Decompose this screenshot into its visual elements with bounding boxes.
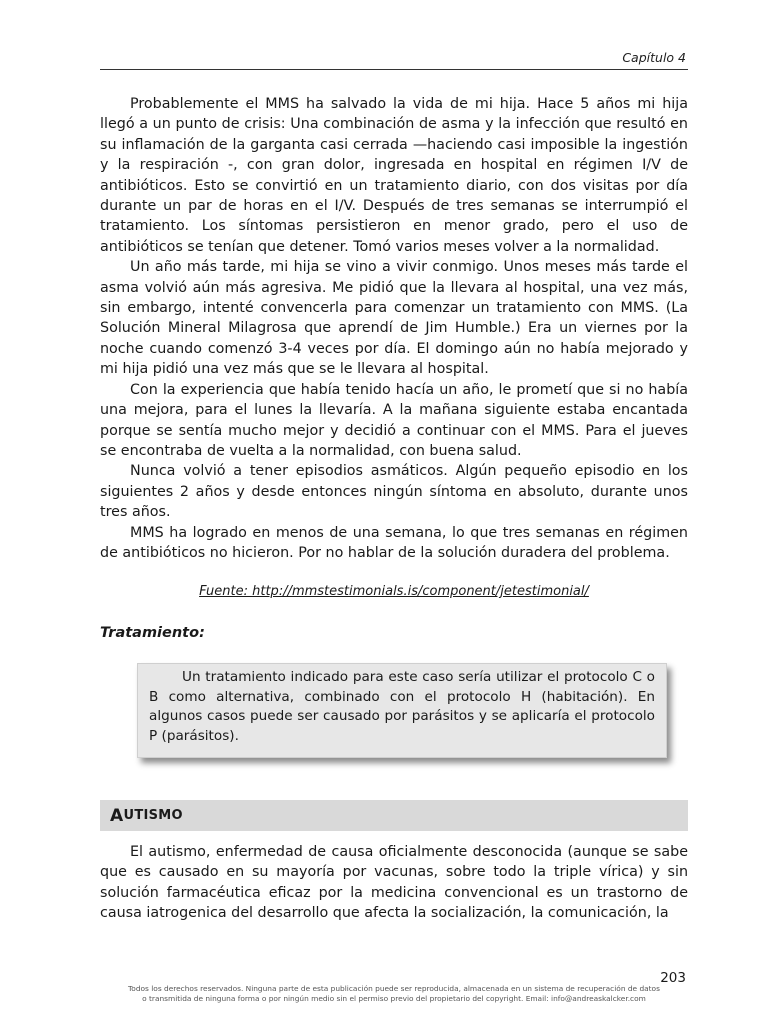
paragraph: Un año más tarde, mi hija se vino a vivir conmigo. Unos meses más tarde el asma volvió aún más agresiva. Me pidió que la llevara al hospital, una vez más, sin embargo, intenté convencerla para comenzar un tratamiento con MMS. (La Solución Mineral Milagrosa que aprendí de Jim Humble.) Era un viernes por la noche cuando comenzó 3-4 veces por día. El domingo aún no había mejorado y mi hija pidió una vez más que se le llevara al hospital.: [100, 259, 688, 378]
section-title-rest: UTISMO: [123, 808, 183, 823]
paragraph: Con la experiencia que había tenido hacía un año, le prometí que si no había una mejora, para el lunes la llevaría. A la mañana siguiente estaba encantada porque se sentía mucho mejor y decidió a continuar con el MMS. Para el jueves se encontraba de vuelta a la normalidad, con buena salud.: [100, 381, 688, 459]
source-link[interactable]: Fuente: http://mmstestimonials.is/component/jetestimonial/: [199, 584, 589, 599]
treatment-heading: Tratamiento:: [100, 625, 205, 641]
page-number: 203: [660, 970, 686, 986]
paragraph: MMS ha logrado en menos de una semana, lo que tres semanas en régimen de antibióticos no hicieron. Por no hablar de la solución duradera del problema.: [100, 524, 688, 561]
copyright-footer: [100, 984, 688, 1003]
section-title-initial: A: [110, 805, 124, 826]
chapter-label: Capítulo 4: [622, 50, 686, 65]
footer-line: Todos los derechos reservados. Ninguna parte de esta publicación puede ser reproducida, almacenada en un sistema de recuperación de datos: [128, 984, 660, 993]
paragraph: Nunca volvió a tener episodios asmáticos. Algún pequeño episodio en los siguientes 2 años y desde entonces ningún síntoma en absoluto, durante unos tres años.: [100, 463, 688, 521]
paragraph: Probablemente el MMS ha salvado la vida de mi hija. Hace 5 años mi hija llegó a un punto de crisis: Una combinación de asma y la infección que resultó en su inflamación de la garganta casi cerrada —haciendo casi imposible la ingestión y la respiración -, con gran dolor, ingresada en hospital en régimen I/V de antibióticos. Esto se convirtió en un tratamiento diario, con dos visitas por día durante un par de horas en el I/V. Después de tres semanas se interrumpió el tratamiento. Los síntomas persistieron en menor grado, pero el uso de antibióticos se tenían que detener. Tomó varios meses volver a la normalidad.: [100, 96, 688, 255]
testimonial-body: [100, 94, 688, 563]
section-body: [100, 842, 688, 924]
treatment-box: [137, 663, 667, 758]
paragraph: El autismo, enfermedad de causa oficialmente desconocida (aunque se sabe que es causado en su mayoría por vacunas, sobre todo la triple vírica) y sin solución farmacéutica eficaz por la medicina convencional es un trastorno de causa iatrogenica del desarrollo que afecta la socialización, la comunicación, la: [100, 844, 688, 922]
header-rule: [100, 69, 688, 70]
treatment-text: Un tratamiento indicado para este caso sería utilizar el protocolo C o B como alternativa, combinado con el protocolo H (habitación). En algunos casos puede ser causado por parásitos y se aplicaría el protocolo P (parásitos).: [149, 669, 655, 744]
section-heading: [100, 800, 688, 831]
footer-line: o transmitida de ninguna forma o por ningún medio sin el permiso previo del propietario del copyright. Email: info@andreaskalcker.com: [142, 993, 646, 1003]
